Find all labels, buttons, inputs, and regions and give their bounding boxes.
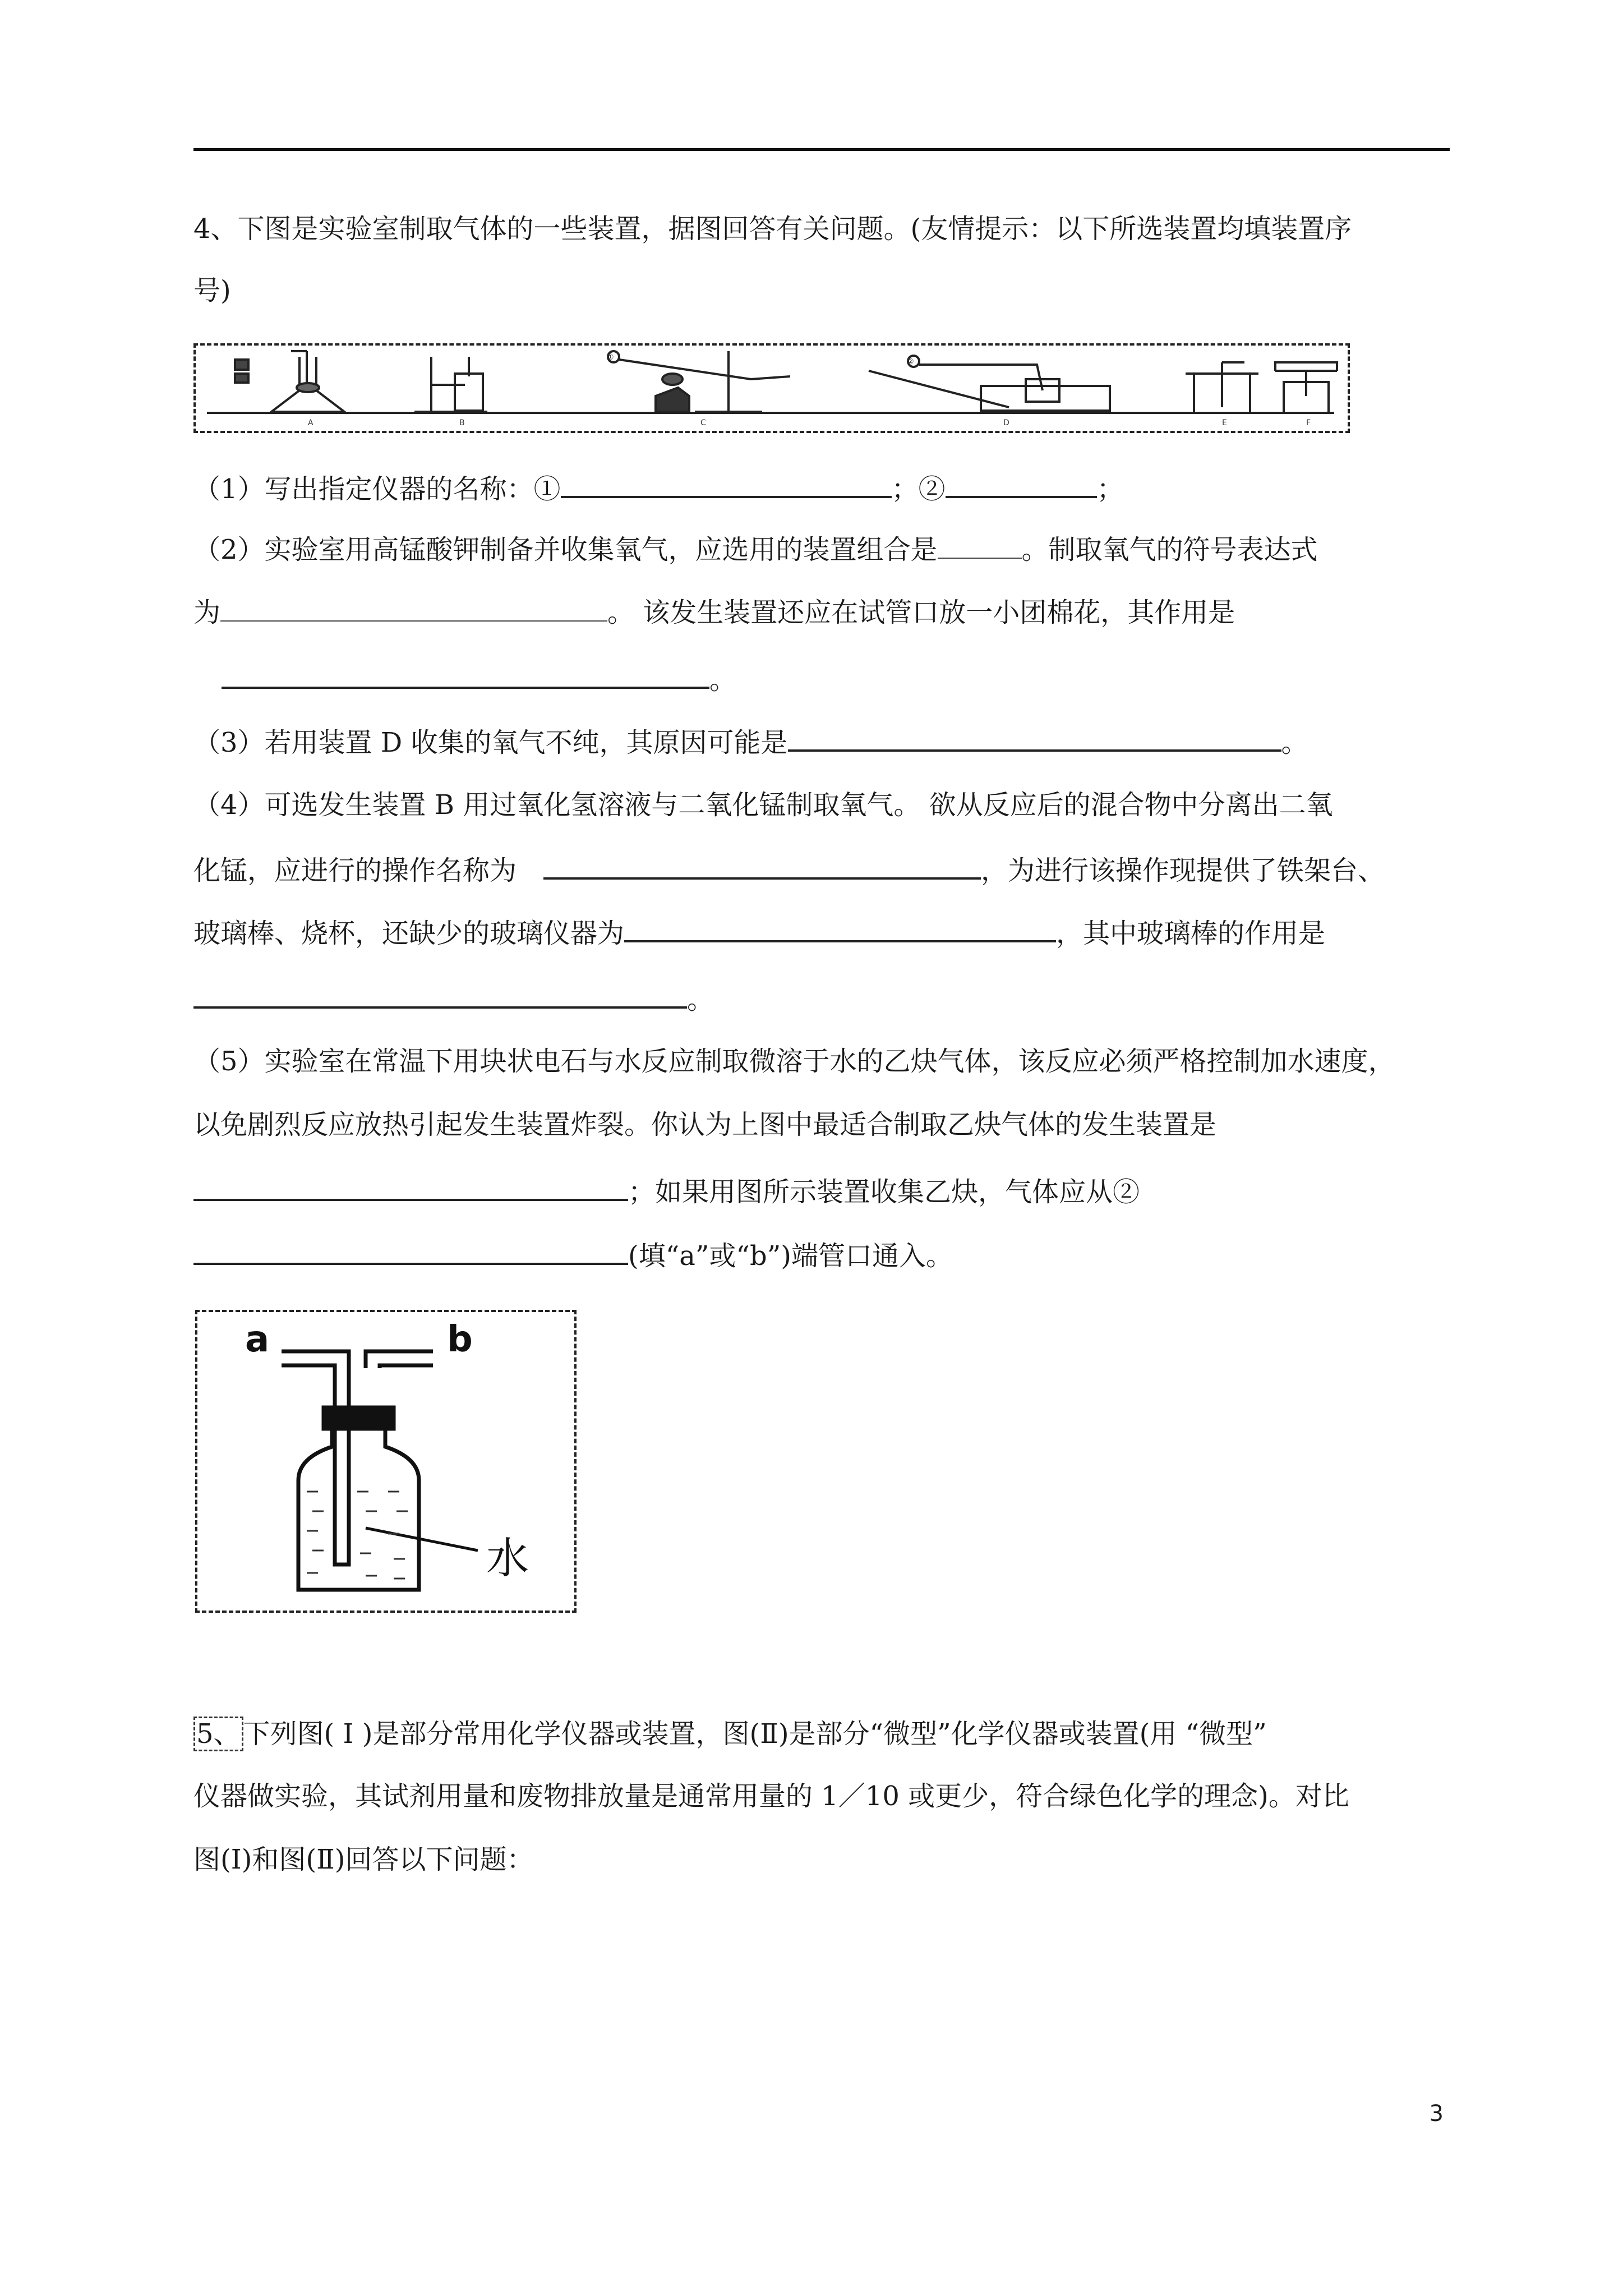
water-pointer [366, 1528, 478, 1550]
q4-part3-end: 。 [1281, 727, 1308, 758]
q4-part4-line3 [193, 915, 1450, 950]
apparatus-circle-2: ② [907, 357, 914, 366]
q5-line1 [193, 1717, 1450, 1751]
apparatus-c-heating [608, 351, 790, 412]
q4-part1-blank2[interactable] [946, 471, 1097, 498]
tube-a-long [282, 1365, 349, 1565]
apparatus-b-stand [414, 357, 487, 412]
q4-part2-line3 [222, 662, 1478, 697]
header-rule [193, 148, 1450, 151]
gas-bottle-drawing [197, 1312, 574, 1611]
q4-part2-text: （2）实验室用高锰酸钾制备并收集氧气，应选用的装置组合是 [193, 534, 938, 565]
page-number: 3 [1429, 2101, 1444, 2127]
q4-stem-line1: 4、下图是实验室制取气体的一些装置，据图回答有关问题。(友情提示：以下所选装置均填装置序 [193, 213, 1352, 245]
stopper [324, 1407, 394, 1429]
apparatus-label-f: F [1306, 418, 1311, 427]
q4-part4-line2-text: 化锰，应进行的操作名称为 [193, 855, 517, 886]
q4-part1-end: ； [1096, 473, 1124, 505]
q4-part4-line4 [193, 982, 1450, 1016]
q4-part5-line1: （5）实验室在常温下用块状电石与水反应制取微溶于水的乙炔气体，该反应必须严格控制加水速度， [193, 1046, 1395, 1077]
q4-part3-blank[interactable] [788, 725, 1281, 752]
q4-part2-line3-end: 。 [709, 664, 737, 696]
q4-part4-line4-end: 。 [687, 984, 714, 1015]
q4-part4-line2 [193, 853, 1450, 887]
q4-part5-line3 [193, 1174, 1450, 1209]
apparatus-e-jar [1186, 362, 1258, 412]
apparatus-d-trough [869, 356, 1110, 411]
apparatus-label-e: E [1222, 418, 1227, 427]
tube-b-end [380, 1365, 433, 1368]
q4-part2-line1-end: 。制取氧气的符号表达式 [1021, 534, 1318, 565]
q4-part4-line3-end: ，其中玻璃棒的作用是 [1056, 918, 1326, 949]
apparatus-label-a: A [308, 418, 313, 427]
q5-line1-text: 下列图( Ⅰ )是部分常用化学仪器或装置，图(Ⅱ)是部分“微型”化学仪器或装置(用 “微型” [243, 1718, 1267, 1750]
apparatus-label-c: C [700, 418, 706, 427]
q4-part5-line4-end: (填“a”或“b”)端管口通入。 [628, 1240, 953, 1272]
q4-part4-blank2[interactable] [624, 915, 1056, 942]
water-hatching [307, 1492, 408, 1579]
q4-part1 [193, 471, 1450, 506]
apparatus-label-d: D [1003, 418, 1009, 427]
q4-part2-blank2[interactable] [220, 596, 607, 622]
q4-part3 [193, 725, 1450, 760]
q4-part4-line3-text: 玻璃棒、烧杯，还缺少的玻璃仪器为 [193, 918, 625, 949]
q4-part2-line2-text: 为 [193, 597, 221, 628]
q4-part5-blank1[interactable] [193, 1174, 628, 1201]
q4-part5-line3-end: ；如果用图所示装置收集乙炔，气体应从② [628, 1176, 1140, 1208]
apparatus-label-b: B [459, 418, 465, 427]
q4-stem-line2: 号) [193, 275, 231, 306]
apparatus-f-jar [1275, 362, 1337, 412]
apparatus-circle-1: ① [607, 353, 614, 362]
bottle [298, 1429, 419, 1590]
q4-part1-sep: ；② [891, 473, 946, 505]
bottle-label-b: b [447, 1319, 473, 1360]
q5-number: 5、 [193, 1717, 243, 1751]
q4-part4-blank1[interactable] [543, 853, 981, 880]
q4-part2-line2 [193, 596, 1450, 629]
apparatus-a-flask [235, 351, 344, 412]
apparatus-drawing [196, 346, 1348, 431]
q4-part2-line1 [193, 533, 1450, 567]
q4-part5-line4 [193, 1238, 1450, 1273]
q4-part2-line2-end: 。 该发生装置还应在试管口放一小团棉花，其作用是 [607, 597, 1235, 628]
q5-line3: 图(Ⅰ)和图(Ⅱ)回答以下问题： [193, 1844, 534, 1875]
q4-part5-line2: 以免剧烈反应放热引起发生装置炸裂。你认为上图中最适合制取乙炔气体的发生装置是 [193, 1109, 1217, 1140]
q4-part2-blank3[interactable] [222, 662, 709, 689]
q4-part2-blank1[interactable] [938, 533, 1022, 559]
q4-part1-text: （1）写出指定仪器的名称：① [193, 473, 561, 505]
q5-line2: 仪器做实验，其试剂用量和废物排放量是通常用量的 1／10 或更少，符合绿色化学的理念)。对比 [193, 1780, 1349, 1812]
apparatus-figure [193, 343, 1350, 433]
q4-part1-blank1[interactable] [561, 471, 892, 498]
bottle-label-water: 水 [486, 1533, 529, 1583]
q4-part4-blank3[interactable] [193, 982, 687, 1009]
q4-part4-line1: （4）可选发生装置 B 用过氧化氢溶液与二氧化锰制取氧气。 欲从反应后的混合物中分离出二氧 [193, 789, 1333, 821]
q4-part3-text: （3）若用装置 D 收集的氧气不纯，其原因可能是 [193, 727, 788, 758]
bottle-label-a: a [245, 1319, 270, 1360]
q4-part4-line2-end: ，为进行该操作现提供了铁架台、 [981, 855, 1385, 886]
q4-part5-blank2[interactable] [193, 1238, 628, 1265]
gas-bottle-figure [195, 1310, 577, 1613]
